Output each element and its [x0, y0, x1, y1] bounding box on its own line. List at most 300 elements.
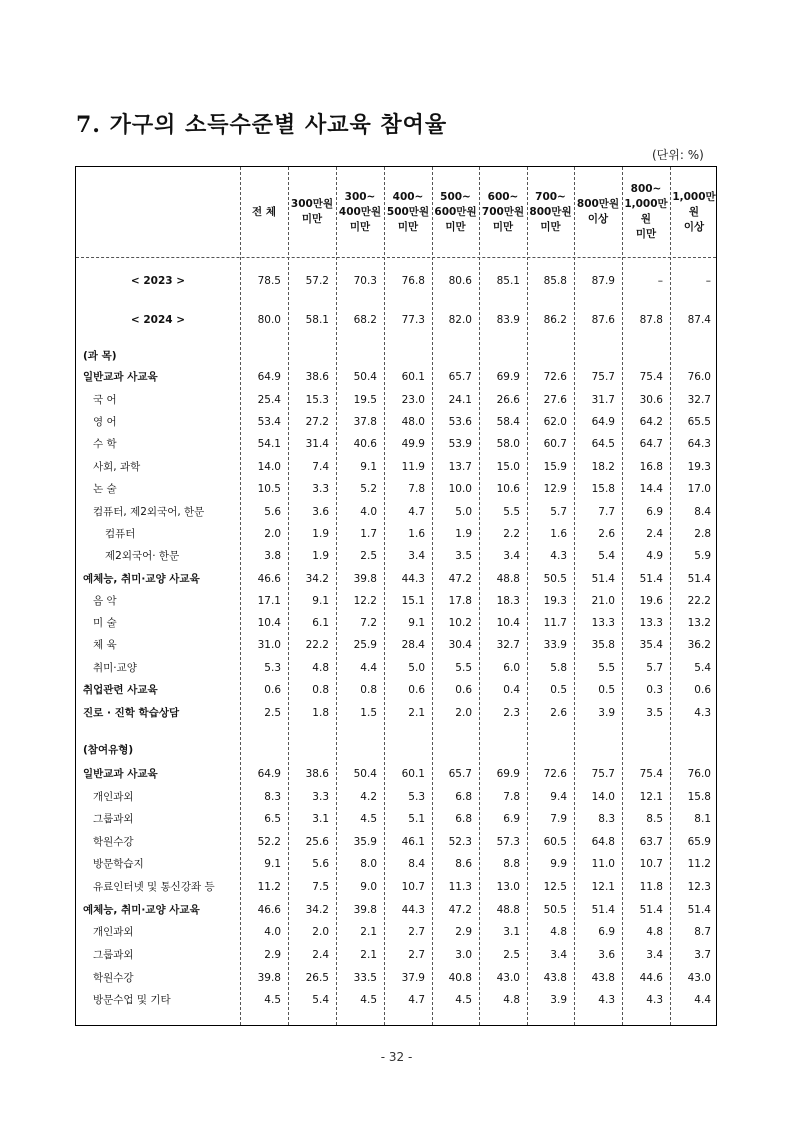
table-cell: 51.4 — [639, 904, 663, 916]
row-label: 제2외국어· 한문 — [105, 550, 180, 562]
column-header: 1,000만원 이상 — [672, 190, 716, 233]
row-label: 그룹과외 — [93, 813, 134, 825]
table-cell: 1.6 — [550, 528, 567, 540]
table-cell: 18.3 — [496, 595, 520, 607]
table-cell: 77.3 — [401, 314, 425, 326]
table-cell: 8.4 — [408, 858, 425, 870]
table-cell: 75.4 — [639, 768, 663, 780]
column-header: 800만원 이상 — [576, 198, 620, 225]
table-cell: 3.5 — [455, 550, 472, 562]
table-cell: 12.5 — [543, 881, 567, 893]
table-row — [76, 480, 716, 498]
row-label: 예체능, 취미·교양 사교육 — [83, 904, 200, 916]
section-heading-row — [76, 741, 716, 759]
table-cell: 0.8 — [312, 684, 329, 696]
table-cell: 3.7 — [694, 949, 711, 961]
table-cell: 22.2 — [305, 639, 329, 651]
table-cell: 8.7 — [694, 926, 711, 938]
table-cell: 2.0 — [455, 707, 472, 719]
table-cell: 2.4 — [312, 949, 329, 961]
table-cell: 3.1 — [312, 813, 329, 825]
table-cell: 5.5 — [598, 662, 615, 674]
header-divider — [76, 257, 716, 258]
table-cell: 63.7 — [639, 836, 663, 848]
row-label: 개인과외 — [93, 926, 134, 938]
table-cell: 57.2 — [305, 275, 329, 287]
table-row — [76, 788, 716, 806]
table-cell: 4.5 — [455, 994, 472, 1006]
table-cell: 2.5 — [503, 949, 520, 961]
table-cell: 9.1 — [312, 595, 329, 607]
table-cell: 4.8 — [646, 926, 663, 938]
table-cell: 6.8 — [455, 791, 472, 803]
table-row — [76, 592, 716, 610]
table-cell: 25.9 — [353, 639, 377, 651]
table-cell: 9.1 — [264, 858, 281, 870]
table-cell: 43.8 — [591, 972, 615, 984]
row-label: 국 어 — [93, 394, 117, 406]
row-label: 예체능, 취미·교양 사교육 — [83, 573, 200, 585]
table-cell: 86.2 — [543, 314, 567, 326]
table-row — [76, 833, 716, 851]
table-cell: 5.4 — [694, 662, 711, 674]
table-cell: 13.3 — [639, 617, 663, 629]
table-cell: 52.3 — [448, 836, 472, 848]
table-cell: 9.0 — [360, 881, 377, 893]
table-cell: 11.2 — [687, 858, 711, 870]
table-row — [76, 765, 716, 783]
table-cell: 64.9 — [591, 416, 615, 428]
table-cell: 3.4 — [408, 550, 425, 562]
table-cell: 10.7 — [639, 858, 663, 870]
table-cell: 39.8 — [353, 904, 377, 916]
table-cell: 51.4 — [687, 573, 711, 585]
table-cell: 4.5 — [264, 994, 281, 1006]
table-cell: 9.4 — [550, 791, 567, 803]
table-cell: 10.7 — [401, 881, 425, 893]
page-number: - 32 - — [380, 1050, 413, 1064]
table-row — [76, 704, 716, 722]
table-cell: 17.1 — [257, 595, 281, 607]
table-row — [76, 991, 716, 1009]
table-cell: 4.0 — [264, 926, 281, 938]
table-cell: 11.3 — [448, 881, 472, 893]
table-cell: 7.9 — [550, 813, 567, 825]
table-cell: 75.7 — [591, 768, 615, 780]
table-cell: 50.4 — [353, 768, 377, 780]
column-header: 전 체 — [252, 205, 276, 218]
table-cell: 80.0 — [257, 314, 281, 326]
column-header: 300~ 400만원 미만 — [338, 190, 382, 233]
table-row — [76, 368, 716, 386]
table-cell: 60.5 — [543, 836, 567, 848]
table-cell: 5.2 — [360, 483, 377, 495]
table-cell: 1.6 — [408, 528, 425, 540]
table-row — [76, 878, 716, 896]
table-cell: 36.2 — [687, 639, 711, 651]
table-cell: 85.8 — [543, 275, 567, 287]
table-cell: 46.6 — [257, 573, 281, 585]
table-cell: 34.2 — [305, 904, 329, 916]
table-cell: 6.0 — [503, 662, 520, 674]
column-header: 600~ 700만원 미만 — [481, 190, 525, 233]
table-cell: 37.8 — [353, 416, 377, 428]
table-cell: 21.0 — [591, 595, 615, 607]
column-header: 700~ 800만원 미만 — [529, 190, 572, 233]
table-cell: 0.6 — [264, 684, 281, 696]
table-cell: 62.0 — [543, 416, 567, 428]
table-cell: 4.7 — [408, 994, 425, 1006]
table-row — [76, 969, 716, 987]
table-row — [76, 659, 716, 677]
table-cell: 15.3 — [305, 394, 329, 406]
table-cell: 3.3 — [312, 791, 329, 803]
table-cell: 4.5 — [360, 994, 377, 1006]
table-cell: 43.0 — [687, 972, 711, 984]
row-label: 음 악 — [93, 595, 117, 607]
table-cell: 58.0 — [496, 438, 520, 450]
table-cell: 8.4 — [694, 506, 711, 518]
table-cell: 10.4 — [496, 617, 520, 629]
table-row — [76, 946, 716, 964]
table-cell: 1.8 — [312, 707, 329, 719]
row-label: 일반교과 사교육 — [83, 768, 158, 780]
table-cell: 6.9 — [598, 926, 615, 938]
table-cell: 47.2 — [448, 904, 472, 916]
table-cell: 1.9 — [455, 528, 472, 540]
table-cell: 0.4 — [503, 684, 520, 696]
table-cell: 9.1 — [360, 461, 377, 473]
table-cell: 4.5 — [360, 813, 377, 825]
table-cell: 1.9 — [312, 528, 329, 540]
table-cell: 44.3 — [401, 573, 425, 585]
table-cell: 5.5 — [503, 506, 520, 518]
row-label: 학원수강 — [93, 972, 134, 984]
table-cell: 4.4 — [694, 994, 711, 1006]
table-row — [76, 503, 716, 521]
table-row — [76, 901, 716, 919]
table-cell: 15.0 — [496, 461, 520, 473]
table-cell: 31.4 — [305, 438, 329, 450]
table-cell: 87.6 — [591, 314, 615, 326]
table-cell: 5.3 — [264, 662, 281, 674]
column-header: 500~ 600만원 미만 — [434, 190, 477, 233]
table-cell: 14.4 — [639, 483, 663, 495]
table-cell: 26.6 — [496, 394, 520, 406]
table-cell: 2.7 — [408, 926, 425, 938]
table-cell: 33.5 — [353, 972, 377, 984]
table-cell: 19.6 — [639, 595, 663, 607]
row-label: 방문수업 및 기타 — [93, 994, 171, 1006]
table-row — [76, 272, 716, 290]
table-cell: 13.0 — [496, 881, 520, 893]
row-label: 사회, 과학 — [93, 461, 141, 473]
table-cell: 64.3 — [687, 438, 711, 450]
table-cell: 28.4 — [401, 639, 425, 651]
table-cell: 69.9 — [496, 768, 520, 780]
table-cell: 58.4 — [496, 416, 520, 428]
table-cell: 5.7 — [550, 506, 567, 518]
table-cell: 15.9 — [543, 461, 567, 473]
table-cell: 8.3 — [264, 791, 281, 803]
table-cell: 48.8 — [496, 904, 520, 916]
table-cell: 7.5 — [312, 881, 329, 893]
table-cell: 64.9 — [257, 768, 281, 780]
table-cell: 83.9 — [496, 314, 520, 326]
table-cell: 2.2 — [503, 528, 520, 540]
row-label: (과 목) — [83, 350, 117, 362]
table-cell: – — [705, 275, 711, 287]
table-cell: 8.1 — [694, 813, 711, 825]
table-row — [76, 391, 716, 409]
table-row — [76, 311, 716, 329]
row-label: (참여유형) — [83, 744, 134, 756]
table-cell: 60.7 — [543, 438, 567, 450]
table-cell: 76.0 — [687, 768, 711, 780]
table-cell: 15.8 — [591, 483, 615, 495]
row-label: 개인과외 — [93, 791, 134, 803]
table-cell: 43.8 — [543, 972, 567, 984]
row-label: 취미·교양 — [93, 662, 137, 674]
table-cell: 0.6 — [455, 684, 472, 696]
table-cell: 64.8 — [591, 836, 615, 848]
table-row — [76, 570, 716, 588]
row-label: < 2024 > — [130, 314, 186, 326]
table-cell: 4.8 — [550, 926, 567, 938]
table-cell: 40.6 — [353, 438, 377, 450]
table-cell: 27.6 — [543, 394, 567, 406]
table-cell: 87.9 — [591, 275, 615, 287]
table-cell: 19.3 — [543, 595, 567, 607]
table-cell: 64.2 — [639, 416, 663, 428]
table-cell: 2.5 — [264, 707, 281, 719]
table-cell: 50.5 — [543, 573, 567, 585]
table-cell: 19.5 — [353, 394, 377, 406]
data-table — [75, 166, 717, 1026]
table-cell: 10.2 — [448, 617, 472, 629]
table-cell: 2.0 — [264, 528, 281, 540]
table-cell: 32.7 — [687, 394, 711, 406]
table-cell: 3.5 — [646, 707, 663, 719]
table-cell: 2.1 — [408, 707, 425, 719]
table-cell: 14.0 — [591, 791, 615, 803]
table-cell: 11.8 — [639, 881, 663, 893]
table-cell: 31.0 — [257, 639, 281, 651]
page-title: 7. 가구의 소득수준별 사교육 참여율 — [76, 112, 448, 138]
table-cell: 12.1 — [639, 791, 663, 803]
table-cell: 32.7 — [496, 639, 520, 651]
row-label: 취업관련 사교육 — [83, 684, 158, 696]
table-cell: 70.3 — [353, 275, 377, 287]
table-cell: 4.8 — [503, 994, 520, 1006]
table-row — [76, 614, 716, 632]
table-cell: 3.0 — [455, 949, 472, 961]
table-cell: 5.0 — [455, 506, 472, 518]
table-cell: 5.8 — [550, 662, 567, 674]
table-cell: 76.0 — [687, 371, 711, 383]
table-cell: 10.5 — [257, 483, 281, 495]
table-cell: 80.6 — [448, 275, 472, 287]
table-cell: 12.9 — [543, 483, 567, 495]
table-cell: 57.3 — [496, 836, 520, 848]
table-cell: 4.8 — [312, 662, 329, 674]
row-label: 유료인터넷 및 통신강좌 등 — [93, 881, 215, 893]
table-cell: 75.7 — [591, 371, 615, 383]
table-cell: 37.9 — [401, 972, 425, 984]
table-cell: 5.4 — [598, 550, 615, 562]
row-label: 진로 · 진학 학습상담 — [83, 707, 180, 719]
table-cell: 5.4 — [312, 994, 329, 1006]
table-cell: 7.8 — [503, 791, 520, 803]
table-cell: 0.3 — [646, 684, 663, 696]
table-cell: 2.8 — [694, 528, 711, 540]
table-cell: 4.2 — [360, 791, 377, 803]
table-cell: 30.6 — [639, 394, 663, 406]
table-cell: 65.7 — [448, 371, 472, 383]
table-cell: 31.7 — [591, 394, 615, 406]
table-row — [76, 458, 716, 476]
table-cell: 72.6 — [543, 768, 567, 780]
table-cell: 65.9 — [687, 836, 711, 848]
table-cell: 8.0 — [360, 858, 377, 870]
table-cell: 22.2 — [687, 595, 711, 607]
table-cell: 50.5 — [543, 904, 567, 916]
table-cell: 51.4 — [639, 573, 663, 585]
row-label: 미 술 — [93, 617, 117, 629]
table-cell: 25.6 — [305, 836, 329, 848]
table-cell: 18.2 — [591, 461, 615, 473]
row-label: 그룹과외 — [93, 949, 134, 961]
row-label: < 2023 > — [130, 275, 186, 287]
table-cell: 60.1 — [401, 371, 425, 383]
table-cell: 6.1 — [312, 617, 329, 629]
table-cell: 69.9 — [496, 371, 520, 383]
table-cell: 5.6 — [312, 858, 329, 870]
table-cell: 7.8 — [408, 483, 425, 495]
table-cell: 26.5 — [305, 972, 329, 984]
table-cell: 11.7 — [543, 617, 567, 629]
table-cell: 5.0 — [408, 662, 425, 674]
table-cell: 17.0 — [687, 483, 711, 495]
table-cell: 12.2 — [353, 595, 377, 607]
table-row — [76, 435, 716, 453]
table-cell: 53.6 — [448, 416, 472, 428]
table-cell: 2.6 — [598, 528, 615, 540]
table-cell: 6.5 — [264, 813, 281, 825]
table-cell: 3.9 — [598, 707, 615, 719]
table-cell: 2.5 — [360, 550, 377, 562]
table-cell: 4.9 — [646, 550, 663, 562]
table-cell: 53.4 — [257, 416, 281, 428]
table-cell: 3.4 — [550, 949, 567, 961]
table-cell: 3.9 — [550, 994, 567, 1006]
table-cell: 65.5 — [687, 416, 711, 428]
row-label: 체 육 — [93, 639, 117, 651]
table-cell: 8.3 — [598, 813, 615, 825]
table-cell: 64.9 — [257, 371, 281, 383]
table-cell: 60.1 — [401, 768, 425, 780]
table-cell: 2.9 — [264, 949, 281, 961]
table-cell: 34.2 — [305, 573, 329, 585]
table-cell: 10.0 — [448, 483, 472, 495]
column-header: 800~ 1,000만원 미만 — [624, 183, 668, 240]
table-cell: 8.5 — [646, 813, 663, 825]
table-cell: 11.0 — [591, 858, 615, 870]
table-cell: 23.0 — [401, 394, 425, 406]
table-cell: 7.7 — [598, 506, 615, 518]
table-cell: 5.5 — [455, 662, 472, 674]
table-cell: 51.4 — [591, 573, 615, 585]
table-cell: 33.9 — [543, 639, 567, 651]
row-label: 수 학 — [93, 438, 117, 450]
table-row — [76, 855, 716, 873]
table-cell: 72.6 — [543, 371, 567, 383]
table-cell: 0.6 — [408, 684, 425, 696]
table-cell: 0.8 — [360, 684, 377, 696]
table-cell: 39.8 — [257, 972, 281, 984]
table-cell: 87.4 — [687, 314, 711, 326]
table-cell: 3.3 — [312, 483, 329, 495]
table-cell: 0.5 — [550, 684, 567, 696]
table-cell: 35.9 — [353, 836, 377, 848]
table-cell: 4.3 — [646, 994, 663, 1006]
table-cell: 52.2 — [257, 836, 281, 848]
table-cell: 49.9 — [401, 438, 425, 450]
row-label: 영 어 — [93, 416, 117, 428]
table-cell: 6.9 — [646, 506, 663, 518]
table-cell: 4.3 — [550, 550, 567, 562]
table-cell: – — [657, 275, 663, 287]
table-cell: 0.6 — [694, 684, 711, 696]
row-label: 학원수강 — [93, 836, 134, 848]
table-cell: 11.2 — [257, 881, 281, 893]
table-cell: 8.6 — [455, 858, 472, 870]
table-cell: 48.0 — [401, 416, 425, 428]
table-cell: 35.4 — [639, 639, 663, 651]
table-cell: 44.3 — [401, 904, 425, 916]
table-cell: 51.4 — [591, 904, 615, 916]
table-cell: 2.1 — [360, 949, 377, 961]
table-cell: 14.0 — [257, 461, 281, 473]
table-cell: 2.4 — [646, 528, 663, 540]
table-cell: 76.8 — [401, 275, 425, 287]
table-row — [76, 525, 716, 543]
table-cell: 12.3 — [687, 881, 711, 893]
table-cell: 2.6 — [550, 707, 567, 719]
table-cell: 4.4 — [360, 662, 377, 674]
table-cell: 9.9 — [550, 858, 567, 870]
table-row — [76, 923, 716, 941]
table-cell: 46.6 — [257, 904, 281, 916]
table-cell: 43.0 — [496, 972, 520, 984]
table-cell: 82.0 — [448, 314, 472, 326]
table-cell: 10.4 — [257, 617, 281, 629]
table-cell: 24.1 — [448, 394, 472, 406]
table-cell: 27.2 — [305, 416, 329, 428]
table-cell: 25.4 — [257, 394, 281, 406]
table-cell: 4.0 — [360, 506, 377, 518]
table-cell: 2.0 — [312, 926, 329, 938]
table-cell: 2.3 — [503, 707, 520, 719]
table-cell: 4.3 — [598, 994, 615, 1006]
table-cell: 38.6 — [305, 371, 329, 383]
table-cell: 47.2 — [448, 573, 472, 585]
table-cell: 87.8 — [639, 314, 663, 326]
table-cell: 13.7 — [448, 461, 472, 473]
table-cell: 4.7 — [408, 506, 425, 518]
table-cell: 15.1 — [401, 595, 425, 607]
table-row — [76, 547, 716, 565]
